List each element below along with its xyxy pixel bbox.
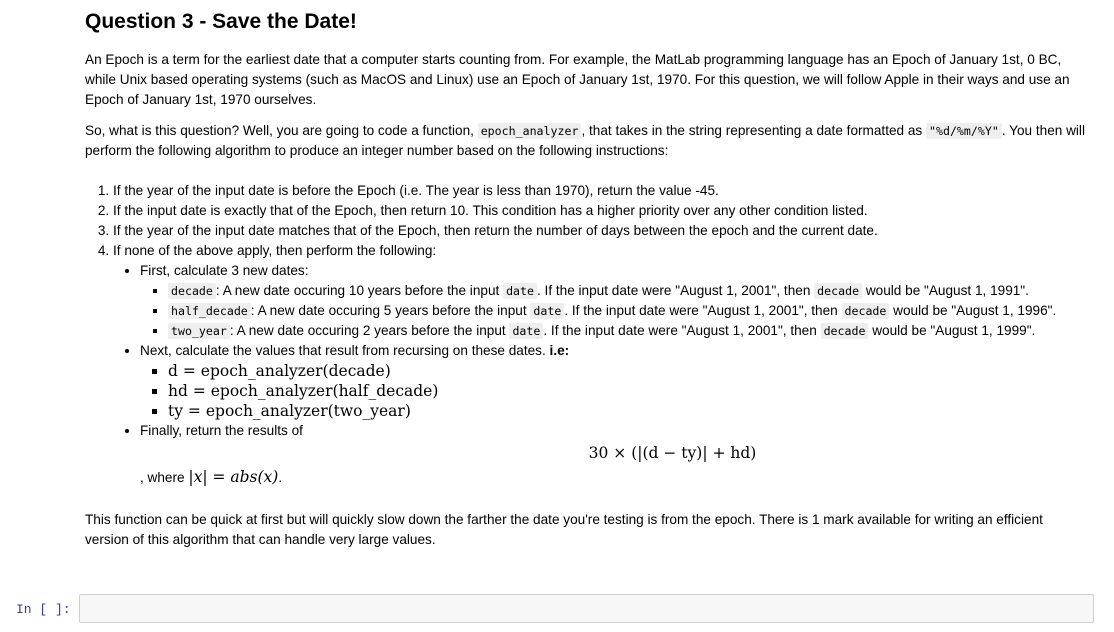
code-cell-input[interactable] [79,594,1094,623]
sub-step-first: • First, calculate 3 new dates: ▪ decade : A new date occuring 10 years before the input date . If the input date were "August 1, 2001", then decade would be "August 1, 1991". ▪ half_decade : A new date occuring 5 years before the input date . If the input date were "August 1, 2001", then decade would be "August 1, 1996". ▪ two_year : A new date occuring 2 years before the input date . If the input date were "August 1, 2001", then decade would be "August 1, 1999". [140,261,1085,341]
step-item: 4. If none of the above apply, then perform the following: • First, calculate 3 new dates: ▪ decade : A new date occuring 10 years before the input date . If the input date were "August 1, 2001", then decade would be "August 1, 1991". ▪ half_decade : A new date occuring 5 years before the input date . If the input date were "August 1, 2001", then decade would be "August 1, 1996". ▪ two_year : A new date occuring 2 years before the input date . If the input date were "August 1, 2001", then decade would be "August 1, 1999". • Next, calculate the values that result from recursing on these dates. i.e: ▪ d = epoch_analyzer(decade) ▪ hd = epoch_analyzer(half_decade) ▪ ty = epoch_analyzer(two_year) • Finally, return the results of 30 × (|(d − ty)| + hd) , where |x| = abs(x). [113,241,1085,488]
function-description-paragraph: So, what is this question? Well, you are going to code a function, epoch_analyzer , that takes in the string representing a date formatted as "%d/%m/%Y" . You then will perform the following algorithm to produce an integer number based on the following instructions: [85,123,1085,158]
date-item: ▪ two_year : A new date occuring 2 years before the input date . If the input date were "August 1, 2001", then decade would be "August 1, 1999". [168,321,1085,341]
recursion-item: ▪ hd = epoch_analyzer(half_decade) [168,381,1085,401]
function-name-code: epoch_analyzer [478,123,582,139]
recursion-item: ▪ d = epoch_analyzer(decade) [168,361,1085,381]
new-dates-list [140,281,1085,341]
sub-step-next: • Next, calculate the values that result from recursing on these dates. i.e: ▪ d = epoch_analyzer(decade) ▪ hd = epoch_analyzer(half_decade) ▪ ty = epoch_analyzer(two_year) [140,341,1085,421]
date-format-code: "%d/%m/%Y" [926,123,1002,139]
step-item: 3. If the year of the input date matches that of the Epoch, then return the number of days between the epoch and the current date. [113,221,1085,241]
date-item: ▪ decade : A new date occuring 10 years before the input date . If the input date were "August 1, 2001", then decade would be "August 1, 1991". [168,281,1085,301]
recursion-item: ▪ ty = epoch_analyzer(two_year) [168,401,1085,421]
step-item: 2. If the input date is exactly that of the Epoch, then return 10. This condition has a higher priority over any other condition listed. [113,201,1085,221]
sub-steps [113,261,1085,488]
sub-step-finally: • Finally, return the results of 30 × (|(d − ty)| + hd) , where |x| = abs(x). [140,421,1085,488]
date-item: ▪ half_decade : A new date occuring 5 years before the input date . If the input date were "August 1, 2001", then decade would be "August 1, 1996". [168,301,1085,321]
cell-prompt: In [ ]: [16,602,71,617]
abs-note: , where |x| = abs(x). [140,468,283,486]
epoch-intro-paragraph: An Epoch is a term for the earliest date that a computer starts counting from. For example, the MatLab programming language has an Epoch of January 1st, 0 BC, while Unix based operating systems (such as MacOS and Linux) use an Epoch of January 1st, 1970. For this question, we will follow Apple in their ways and use an Epoch of January 1st, 1970 ourselves. [85,52,1070,107]
recursion-list [140,361,1085,421]
step-item: 1. If the year of the input date is before the Epoch (i.e. The year is less than 1970), return the value -45. [113,181,1085,201]
efficiency-note: This function can be quick at first but will quickly slow down the farther the date you're testing is from the epoch. There is 1 mark available for writing an efficient version of this algorithm that can handle very large values. [85,512,1043,547]
algorithm-steps [85,181,1085,488]
markdown-cell [85,8,1085,561]
result-formula: 30 × (|(d − ty)| + hd) [588,444,757,462]
question-title: Question 3 - Save the Date! [85,10,357,33]
